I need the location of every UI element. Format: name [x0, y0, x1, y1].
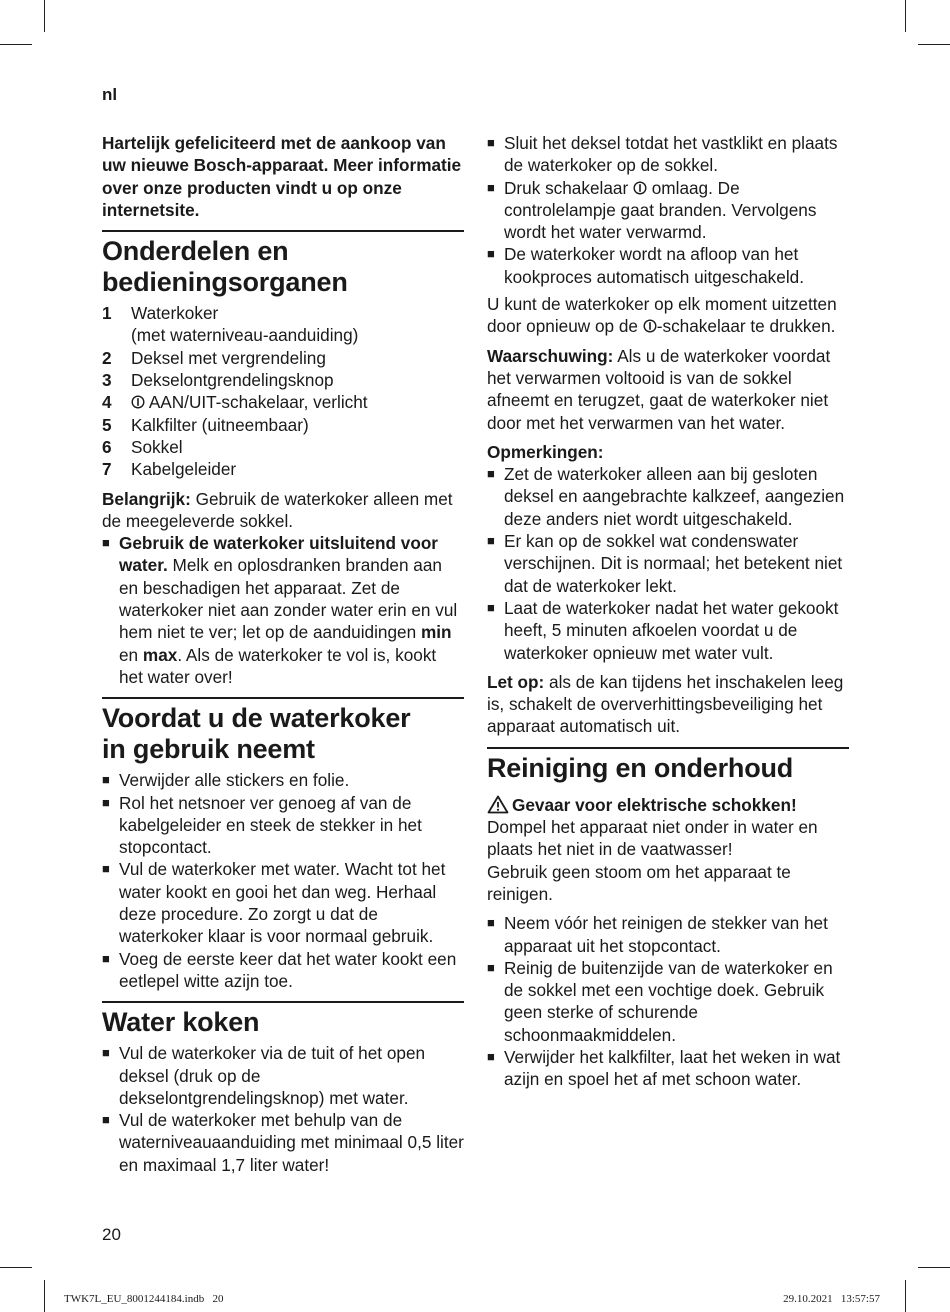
list-item — [487, 132, 849, 177]
crop-mark — [0, 1267, 32, 1268]
before-use-heading-line2: in gebruik neemt — [102, 734, 315, 765]
boil-steps-list — [487, 132, 849, 288]
power-icon — [633, 181, 647, 195]
danger-text-1: Dompel het apparaat niet onder in water en plaats het niet in de vaatwasser! — [487, 817, 818, 860]
bullet-icon: ■ — [487, 466, 495, 482]
bullet-icon: ■ — [102, 861, 110, 877]
list-item — [102, 1109, 464, 1176]
cleaning-list — [487, 912, 849, 1090]
crop-mark — [905, 0, 906, 32]
left-column — [102, 132, 464, 1183]
bullet-icon: ■ — [487, 1048, 495, 1064]
list-item — [487, 912, 849, 957]
bullet-text: Voeg de eerste keer dat het water kookt een eetlepel witte azijn toe. — [119, 948, 457, 991]
crop-mark — [0, 44, 32, 45]
before-use-section — [102, 697, 464, 992]
important-note: Belangrijk: Gebruik de waterkoker alleen met de meegeleverde sokkel. — [102, 488, 453, 531]
bullet-icon: ■ — [102, 1112, 110, 1128]
cleaning-heading: Reiniging en onderhoud — [487, 752, 794, 783]
item-number: 4 — [102, 392, 112, 413]
crop-mark — [44, 0, 45, 32]
list-item — [102, 369, 464, 391]
warning-triangle-icon — [487, 795, 509, 814]
boil-water-heading: Water koken — [102, 1007, 260, 1038]
page-number: 20 — [102, 1225, 121, 1244]
parts-section — [102, 230, 464, 688]
bullet-icon: ■ — [487, 599, 495, 615]
list-item — [487, 177, 849, 244]
power-icon — [643, 319, 657, 333]
item-number: 6 — [102, 436, 112, 457]
danger-text-2: Gebruik geen stoom om het apparaat te reinigen. — [487, 861, 791, 904]
bullet-icon: ■ — [487, 246, 495, 262]
bullet-text: Vul de waterkoker met water. Wacht tot het water kookt en gooi het dan weg. Herhaal deze procedure. Zo zorgt u dat de waterkoker klaar is voor normaal gebruik. — [119, 859, 446, 947]
list-item — [102, 858, 464, 947]
bullet-icon: ■ — [102, 950, 110, 966]
bullet-icon: ■ — [102, 535, 110, 551]
list-item — [102, 347, 464, 369]
bullet-text: Sluit het deksel totdat het vastklikt en plaats de waterkoker op de sokkel. — [504, 133, 838, 176]
item-number: 5 — [102, 414, 112, 435]
parts-heading — [102, 236, 464, 298]
bullet-icon: ■ — [487, 533, 495, 549]
list-item — [102, 769, 464, 791]
item-number: 2 — [102, 347, 112, 368]
intro-text: Hartelijk gefeliciteerd met de aankoop van uw nieuwe Bosch-apparaat. Meer informatie over onze producten vindt u op onze internetsite. — [102, 133, 462, 220]
item-label: Waterkoker (met waterniveau-aanduiding) — [131, 303, 359, 346]
bullet-text: Vul de waterkoker via de tuit of het open deksel (druk op de dekselontgrendelingsknop) met water. — [119, 1043, 426, 1108]
crop-mark — [44, 1280, 45, 1312]
list-item — [487, 957, 849, 1046]
bullet-text: Gebruik de waterkoker uitsluitend voor water. Melk en oplosdranken branden aan en beschadigen het apparaat. Zet de waterkoker niet aan zonder water erin en vul hem niet te ver; let op de aanduidingen min en max. Als de waterkoker te vol is, kookt het water over! — [119, 533, 458, 687]
before-use-heading — [102, 703, 464, 765]
parts-list — [102, 302, 464, 480]
list-item — [487, 463, 849, 530]
bullet-text: Er kan op de sokkel wat condenswater verschijnen. Dit is normaal; het betekent niet dat de waterkoker lekt. — [504, 531, 843, 596]
bullet-text: Zet de waterkoker alleen aan bij gesloten deksel en aangebrachte kalkzeef, aangezien deze anders niet wordt uitgeschakeld. — [504, 464, 845, 529]
boil-water-section — [102, 1001, 464, 1176]
item-label: AAN/UIT-schakelaar, verlicht — [131, 391, 368, 413]
before-use-heading-line1: Voordat u de waterkoker — [102, 703, 411, 734]
before-use-list — [102, 769, 464, 992]
list-item — [487, 597, 849, 664]
list-item — [102, 436, 464, 458]
language-code: nl — [102, 85, 118, 104]
warning-text: Waarschuwing: Als u de waterkoker voordat het verwarmen voltooid is van de sokkel afneemt en terugzet, gaat de waterkoker niet door met het verwarmen van het water. — [487, 345, 831, 433]
power-icon — [131, 395, 145, 409]
list-item — [102, 532, 464, 688]
notes-heading: Opmerkingen: — [487, 441, 604, 462]
item-number: 7 — [102, 459, 112, 480]
list-item — [102, 1042, 464, 1109]
boil-water-list — [102, 1042, 464, 1176]
bullet-text: Neem vóór het reinigen de stekker van het apparaat uit het stopcontact. — [504, 913, 828, 956]
bullet-text: Verwijder het kalkfilter, laat het weken in wat azijn en spoel het af met schoon water. — [504, 1046, 841, 1090]
list-item — [102, 948, 464, 993]
important-bullets — [102, 532, 464, 688]
bullet-icon: ■ — [102, 772, 110, 788]
item-number: 1 — [102, 303, 112, 324]
bullet-icon: ■ — [487, 135, 495, 150]
footer-file-info: TWK7L_EU_8001244184.indb 20 — [64, 1293, 224, 1305]
item-label: Kabelgeleider — [131, 459, 237, 480]
right-column — [487, 132, 849, 1098]
list-item — [487, 243, 849, 288]
item-label: Dekselontgrendelingsknop — [131, 370, 334, 391]
bullet-text: Vul de waterkoker met behulp van de waterniveauaanduiding met minimaal 0,5 liter en maximaal 1,7 liter water! — [119, 1110, 464, 1175]
bullet-icon: ■ — [487, 179, 495, 195]
item-number: 3 — [102, 370, 112, 391]
bullet-icon: ■ — [487, 915, 495, 931]
switch-off-text: U kunt de waterkoker op elk moment uitzetten door opnieuw op de -schakelaar te drukken. — [487, 294, 837, 337]
list-item — [102, 414, 464, 436]
item-label: Sokkel — [131, 436, 183, 457]
list-item — [487, 530, 849, 597]
parts-heading-line2: bedieningsorganen — [102, 267, 348, 298]
danger-heading: Gevaar voor elektrische schokken! — [487, 794, 849, 816]
footer-timestamp: 29.10.2021 13:57:57 — [783, 1293, 880, 1305]
bullet-text: Verwijder alle stickers en folie. — [119, 770, 350, 791]
crop-mark — [918, 1267, 950, 1268]
item-label: Kalkfilter (uitneembaar) — [131, 414, 309, 435]
crop-mark — [905, 1280, 906, 1312]
list-item — [487, 1046, 849, 1091]
list-item — [102, 458, 464, 480]
cleaning-section — [487, 747, 849, 1091]
bullet-icon: ■ — [102, 794, 110, 810]
bullet-text: Rol het netsnoer ver genoeg af van de kabelgeleider en steek de stekker in het stopcontact. — [119, 792, 422, 858]
item-label: Deksel met vergrendeling — [131, 347, 326, 368]
bullet-text: Laat de waterkoker nadat het water gekookt heeft, 5 minuten afkoelen voordat u de waterkoker opnieuw met water vult. — [504, 597, 839, 663]
list-item — [102, 302, 464, 347]
bullet-icon: ■ — [102, 1045, 110, 1061]
list-item — [102, 391, 464, 413]
bullet-text: Druk schakelaar omlaag. De controlelampje gaat branden. Vervolgens wordt het water verwarmd. — [504, 177, 817, 243]
list-item — [102, 792, 464, 859]
parts-heading-line1: Onderdelen en — [102, 236, 289, 267]
crop-mark — [918, 44, 950, 45]
bullet-icon: ■ — [487, 959, 495, 975]
bullet-text: Reinig de buitenzijde van de waterkoker en de sokkel met een vochtige doek. Gebruik geen sterke of schurende schoonmaakmiddelen. — [504, 957, 833, 1045]
notes-list — [487, 463, 849, 664]
bullet-text: De waterkoker wordt na afloop van het kookproces automatisch uitgeschakeld. — [504, 244, 804, 287]
caution-text: Let op: als de kan tijdens het inschakelen leeg is, schakelt de oververhittingsbeveiliging het apparaat automatisch uit. — [487, 671, 844, 737]
